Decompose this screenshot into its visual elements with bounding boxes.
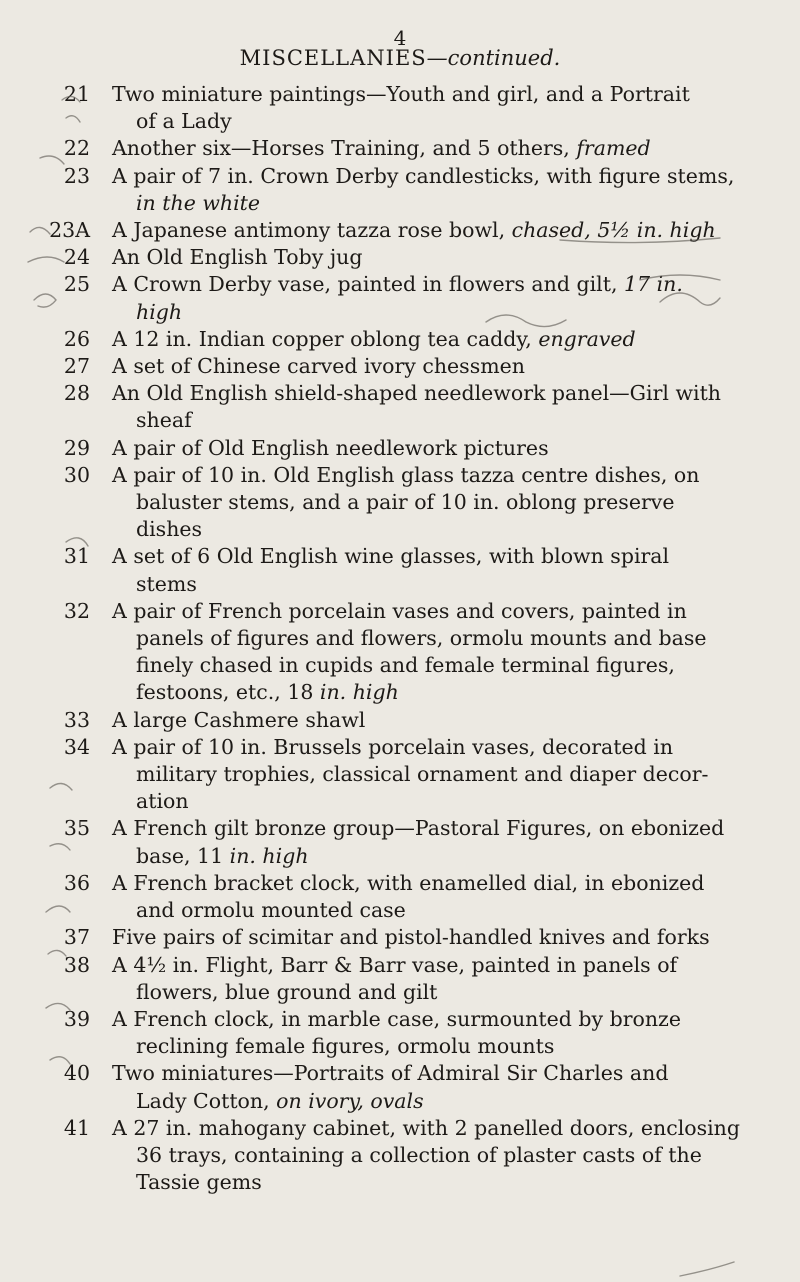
lot-entry (0, 707, 800, 734)
lot-number: 38 (63, 952, 90, 977)
description-line (112, 326, 772, 353)
description-line (112, 843, 772, 870)
lot-entry (0, 462, 800, 544)
description-line (112, 1142, 772, 1169)
lot-number: 32 (63, 598, 90, 623)
roman-text: Lady Cotton, (136, 1088, 277, 1113)
roman-text: stems (136, 571, 197, 596)
description-line (112, 1169, 772, 1196)
roman-text: A large Cashmere shawl (112, 707, 366, 732)
lot-number: 25 (63, 272, 90, 297)
roman-text: A pair of Old English needlework pictures (112, 435, 549, 460)
lot-entry (0, 163, 800, 217)
italic-text: chased, 5½ in. high (511, 218, 716, 243)
roman-text: Two miniatures—Portraits of Admiral Sir Charles and (112, 1061, 669, 1086)
lot-number: 35 (63, 816, 90, 841)
description-line (112, 435, 772, 462)
italic-text: in the white (136, 190, 261, 215)
lot-entry (0, 734, 800, 816)
lot-description (112, 380, 772, 434)
lot-description (112, 163, 772, 217)
description-line (112, 870, 772, 897)
roman-text: military trophies, classical ornament and diaper decor- (136, 762, 709, 787)
description-line (112, 299, 772, 326)
lot-description (112, 217, 772, 244)
lot-description (112, 870, 772, 924)
lot-entry (0, 870, 800, 924)
roman-text: base, 11 (136, 843, 230, 868)
lot-entry (0, 435, 800, 462)
description-line (112, 380, 772, 407)
roman-text: dishes (136, 517, 203, 542)
description-line (112, 1088, 772, 1115)
description-line (112, 108, 772, 135)
description-line (112, 462, 772, 489)
roman-text: ation (136, 789, 189, 814)
lot-number: 30 (63, 462, 90, 487)
description-line (112, 679, 772, 706)
lot-description (112, 435, 772, 462)
description-line (112, 625, 772, 652)
lot-description (112, 326, 772, 353)
lot-description (112, 543, 772, 597)
roman-text: A Crown Derby vase, painted in flowers and gilt, (112, 272, 624, 297)
lot-description (112, 135, 772, 162)
section-title: MISCELLANIES (239, 46, 427, 70)
lot-description (112, 1115, 772, 1197)
description-line (112, 897, 772, 924)
description-line (112, 924, 772, 951)
lot-number: 21 (63, 82, 90, 106)
italic-text: engraved (538, 326, 636, 351)
section-header (0, 46, 800, 70)
lot-number: 27 (63, 354, 90, 379)
description-line (112, 1033, 772, 1060)
lot-description (112, 734, 772, 816)
description-line (112, 190, 772, 217)
description-line (112, 489, 772, 516)
lot-entry (0, 1006, 800, 1060)
lot-number: 33 (63, 707, 90, 732)
lot-description (112, 462, 772, 544)
description-line (112, 353, 772, 380)
roman-text: A Japanese antimony tazza rose bowl, (112, 218, 512, 243)
lot-description (112, 1060, 772, 1114)
italic-text: high (136, 299, 183, 324)
italic-text: in. high (229, 843, 309, 868)
roman-text: Another six—Horses Training, and 5 others, (112, 136, 577, 161)
description-line (112, 598, 772, 625)
description-line (112, 217, 772, 244)
lot-number: 37 (63, 925, 90, 950)
description-line (112, 516, 772, 543)
lot-number: 23A (49, 218, 90, 243)
lot-entry (0, 1115, 800, 1197)
italic-text: on ivory, ovals (276, 1088, 424, 1113)
description-line (112, 815, 772, 842)
lot-number: 31 (63, 544, 90, 569)
lot-description (112, 353, 772, 380)
roman-text: festoons, etc., 18 (136, 680, 320, 705)
lot-number: 28 (63, 381, 90, 406)
description-line (112, 707, 772, 734)
roman-text: A set of Chinese carved ivory chessmen (112, 354, 525, 379)
description-line (112, 244, 772, 271)
roman-text: flowers, blue ground and gilt (136, 979, 438, 1004)
roman-text: reclining female figures, ormolu mounts (136, 1034, 555, 1059)
lot-description (112, 952, 772, 1006)
italic-text: framed (576, 136, 651, 161)
roman-text: A 4½ in. Flight, Barr & Barr vase, painted in panels of (112, 952, 678, 977)
lot-number: 40 (63, 1061, 90, 1086)
lot-entry (0, 271, 800, 325)
description-line (112, 407, 772, 434)
lot-entry (0, 244, 800, 271)
section-continued: —continued. (426, 46, 561, 70)
lot-number: 23 (63, 163, 90, 188)
lot-entry (0, 217, 800, 244)
description-line (112, 81, 772, 108)
page-number: 4 (393, 26, 407, 50)
lot-description (112, 1006, 772, 1060)
lot-number: 29 (63, 435, 90, 460)
roman-text: finely chased in cupids and female terminal figures, (136, 653, 675, 678)
description-line (112, 1060, 772, 1087)
italic-text: 17 in. (623, 272, 683, 297)
roman-text: A pair of 7 in. Crown Derby candlesticks, with figure stems, (112, 163, 735, 188)
lot-entry (0, 952, 800, 1006)
lot-number: 26 (63, 326, 90, 351)
lot-number: 34 (63, 734, 90, 759)
lot-entry (0, 598, 800, 707)
roman-text: A French clock, in marble case, surmounted by bronze (112, 1006, 681, 1031)
roman-text: A French gilt bronze group—Pastoral Figures, on ebonized (112, 816, 725, 841)
description-line (112, 734, 772, 761)
roman-text: Two miniature paintings—Youth and girl, and a Portrait (112, 82, 690, 106)
lot-number: 36 (63, 870, 90, 895)
roman-text: of a Lady (136, 109, 232, 134)
lot-description (112, 598, 772, 707)
lot-entry (0, 380, 800, 434)
description-line (112, 652, 772, 679)
roman-text: Tassie gems (136, 1170, 262, 1195)
lot-list (0, 81, 800, 1196)
roman-text: baluster stems, and a pair of 10 in. oblong preserve (136, 490, 675, 515)
lot-entry (0, 1060, 800, 1114)
roman-text: A pair of 10 in. Brussels porcelain vases, decorated in (112, 734, 674, 759)
description-line (112, 271, 772, 298)
lot-entry (0, 135, 800, 162)
lot-entry (0, 326, 800, 353)
lot-description (112, 924, 772, 951)
roman-text: Five pairs of scimitar and pistol-handled knives and forks (112, 925, 710, 950)
roman-text: and ormolu mounted case (136, 898, 406, 923)
roman-text: A pair of French porcelain vases and covers, painted in (112, 598, 687, 623)
lot-number: 39 (63, 1006, 90, 1031)
lot-number: 41 (63, 1115, 90, 1140)
lot-description (112, 707, 772, 734)
roman-text: A 12 in. Indian copper oblong tea caddy, (112, 326, 539, 351)
roman-text: A pair of 10 in. Old English glass tazza centre dishes, on (112, 462, 700, 487)
description-line (112, 1115, 772, 1142)
roman-text: A set of 6 Old English wine glasses, with blown spiral (112, 544, 670, 569)
roman-text: panels of figures and flowers, ormolu mounts and base (136, 626, 707, 651)
description-line (112, 135, 772, 162)
roman-text: sheaf (136, 408, 192, 433)
description-line (112, 979, 772, 1006)
description-line (112, 952, 772, 979)
lot-number: 24 (63, 245, 90, 270)
roman-text: A 27 in. mahogany cabinet, with 2 panelled doors, enclosing (112, 1115, 741, 1140)
lot-number: 22 (63, 136, 90, 161)
roman-text: A French bracket clock, with enamelled dial, in ebonized (112, 870, 705, 895)
lot-entry (0, 543, 800, 597)
lot-entry (0, 353, 800, 380)
italic-text: in. high (319, 680, 399, 705)
roman-text: 36 trays, containing a collection of plaster casts of the (136, 1142, 702, 1167)
description-line (112, 163, 772, 190)
description-line (112, 1006, 772, 1033)
description-line (112, 788, 772, 815)
roman-text: An Old English Toby jug (112, 245, 363, 270)
lot-description (112, 271, 772, 325)
lot-description (112, 815, 772, 869)
lot-description (112, 81, 772, 135)
description-line (112, 761, 772, 788)
lot-entry (0, 815, 800, 869)
description-line (112, 543, 772, 570)
lot-description (112, 244, 772, 271)
roman-text: An Old English shield-shaped needlework panel—Girl with (112, 381, 722, 406)
lot-entry (0, 81, 800, 135)
lot-entry (0, 924, 800, 951)
description-line (112, 571, 772, 598)
